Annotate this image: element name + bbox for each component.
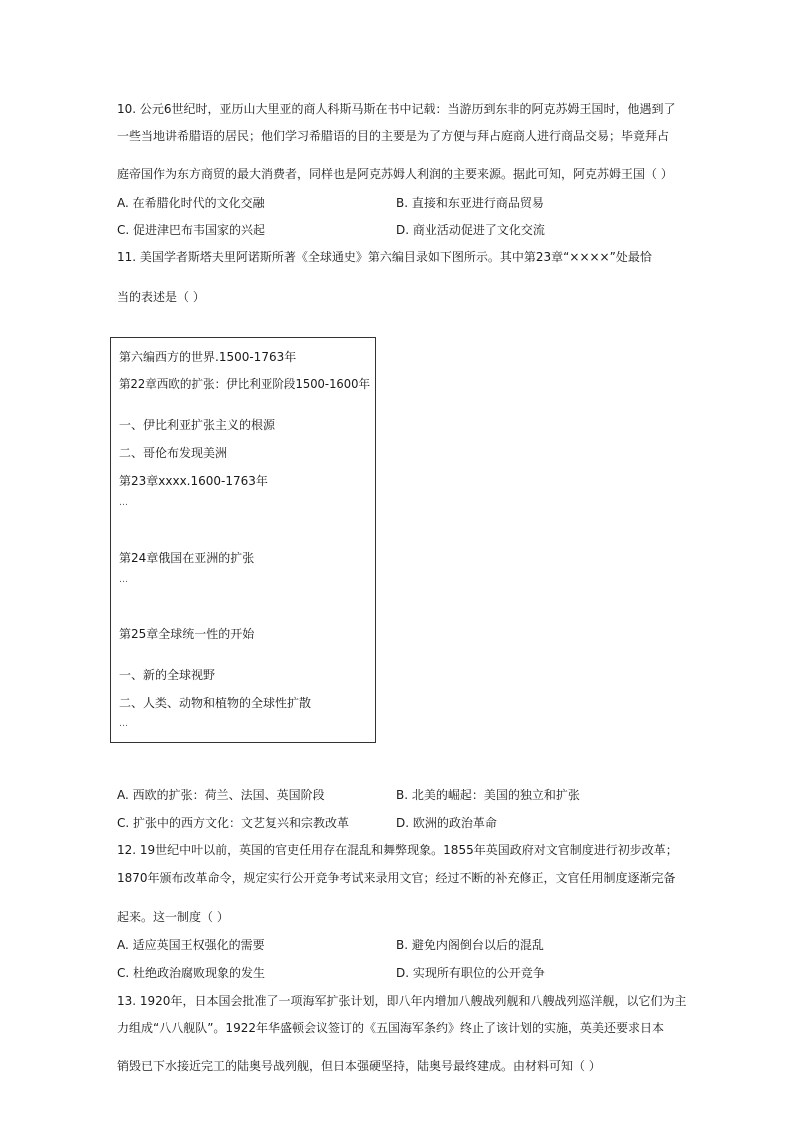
q12-option-d: D. 实现所有职位的公开竞争	[396, 966, 545, 980]
q12-option-b: B. 避免内阁倒台以后的混乱	[396, 938, 544, 952]
q12-stem-line-3: 起来。这一制度（ ）	[117, 910, 229, 924]
toc-chapter-25: 第25章全球统一性的开始	[119, 627, 255, 641]
q12-stem-line-2: 1870年颁布改革命令，规定实行公开竞争考试来录用文官；经过不断的补充修正，文官任用制度逐渐完备	[117, 871, 676, 885]
toc-chapter-24: 第24章俄国在亚洲的扩张	[119, 551, 255, 565]
q13-stem-line-1: 13. 1920年，日本国会批准了一项海军扩张计划，即八年内增加八艘战列舰和八艘战列巡洋舰，以它们为主	[117, 994, 687, 1008]
toc-chapter-25-section-2: 二、人类、动物和植物的全球性扩散	[119, 696, 312, 710]
q11-option-a: A. 西欧的扩张：荷兰、法国、英国阶段	[117, 788, 325, 802]
q11-option-b: B. 北美的崛起：美国的独立和扩张	[396, 788, 580, 802]
q12-stem-line-1: 12. 19世纪中叶以前，英国的官吏任用存在混乱和舞弊现象。1855年英国政府对文官制度进行初步改革；	[117, 843, 678, 857]
table-of-contents-box	[110, 337, 376, 743]
toc-ellipsis-3: …	[119, 719, 128, 729]
q10-option-a: A. 在希腊化时代的文化交融	[117, 196, 265, 210]
q10-option-d: D. 商业活动促进了文化交流	[396, 223, 545, 237]
toc-chapter-22-section-1: 一、伊比利亚扩张主义的根源	[119, 418, 276, 432]
q11-stem-line-1: 11. 美国学者斯塔夫里阿诺斯所著《全球通史》第六编目录如下图所示。其中第23章“××××”处最恰	[117, 250, 652, 264]
toc-ellipsis-1: …	[119, 498, 128, 508]
q10-option-b: B. 直接和东亚进行商品贸易	[396, 196, 544, 210]
q10-stem-line-2: 一些当地讲希腊语的居民；他们学习希腊语的目的主要是为了方便与拜占庭商人进行商品交易；毕竟拜占	[117, 129, 670, 143]
toc-ellipsis-2: …	[119, 575, 128, 585]
toc-chapter-25-section-1: 一、新的全球视野	[119, 668, 216, 682]
q11-option-d: D. 欧洲的政治革命	[396, 816, 497, 830]
q10-option-c: C. 促进津巴布韦国家的兴起	[117, 223, 266, 237]
q12-option-a: A. 适应英国王权强化的需要	[117, 938, 265, 952]
q10-stem-line-1: 10. 公元6世纪时，亚历山大里亚的商人科斯马斯在书中记载：当游历到东非的阿克苏姆王国时，他遇到了	[117, 102, 676, 116]
toc-chapter-23: 第23章xxxx.1600-1763年	[119, 474, 268, 488]
q12-option-c: C. 杜绝政治腐败现象的发生	[117, 966, 266, 980]
toc-part-title: 第六编西方的世界.1500-1763年	[119, 350, 297, 364]
q10-stem-line-3: 庭帝国作为东方商贸的最大消费者，同样也是阿克苏姆人利润的主要来源。据此可知，阿克苏姆王国（ ）	[117, 167, 673, 181]
toc-chapter-22: 第22章西欧的扩张：伊比利亚阶段1500-1600年	[119, 377, 371, 391]
q13-stem-line-2: 力组成“八八舰队”。1922年华盛顿会议签订的《五国海军条约》终止了该计划的实施，英美还要求日本	[117, 1021, 664, 1035]
toc-chapter-22-section-2: 二、哥伦布发现美洲	[119, 446, 228, 460]
q11-option-c: C. 扩张中的西方文化：文艺复兴和宗教改革	[117, 816, 350, 830]
q11-stem-line-2: 当的表述是（ ）	[117, 290, 205, 304]
q13-stem-line-3: 销毁已下水接近完工的陆奥号战列舰，但日本强硬坚持，陆奥号最终建成。由材料可知（ ）	[117, 1059, 601, 1073]
